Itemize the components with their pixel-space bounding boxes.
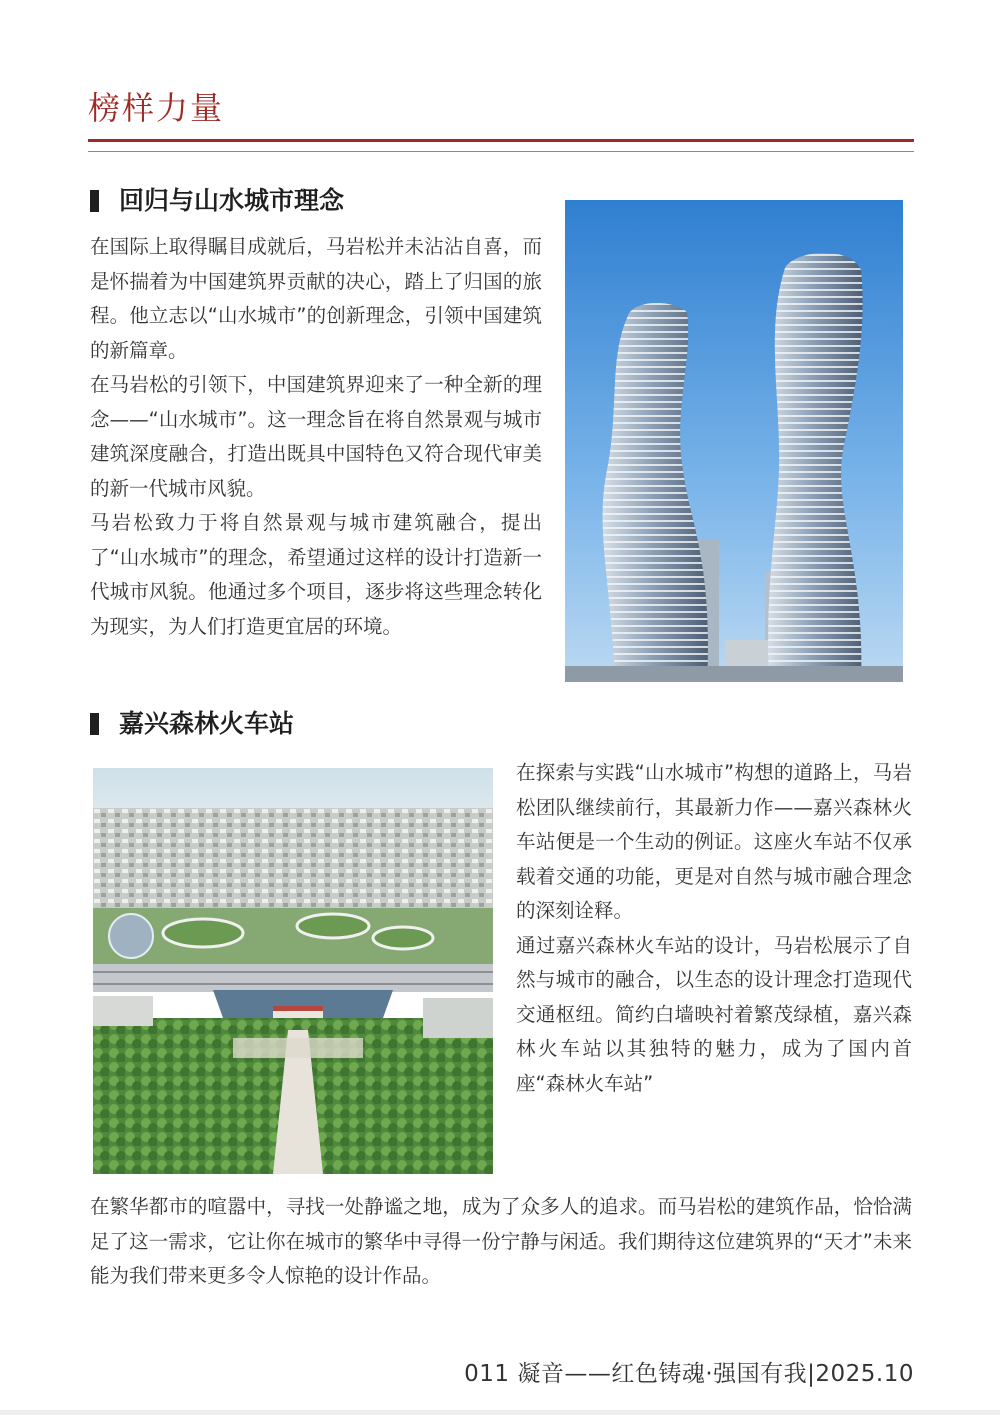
page-footer: 011 凝音——红色铸魂·强国有我|2025.10: [464, 1361, 914, 1387]
paragraph: 在探索与实践“山水城市”构想的道路上，马岩松团队继续前行，其最新力作——嘉兴森林火车站便是一个生动的例证。这座火车站不仅承载着交通的功能，更是对自然与城市融合理念的深刻诠释。: [516, 761, 912, 922]
header-divider-thin: [88, 151, 914, 152]
header-divider-thick: [88, 139, 914, 142]
page-title: 榜样力量: [88, 89, 225, 127]
closing-body: [90, 1190, 912, 1294]
section-heading-1-text: 回归与山水城市理念: [119, 186, 345, 215]
section-heading-1: [90, 184, 344, 218]
towers-photo: [565, 200, 903, 682]
paragraph: 在国际上取得瞩目成就后，马岩松并未沾沾自喜，而是怀揣着为中国建筑界贡献的决心，踏上了归国的旅程。他立志以“山水城市”的创新理念，引领中国建筑的新篇章。: [90, 235, 542, 362]
heading-marker: [90, 190, 99, 212]
section-2-body: [516, 756, 912, 1101]
paragraph: 通过嘉兴森林火车站的设计，马岩松展示了自然与城市的融合，以生态的设计理念打造现代交通枢纽。简约白墙映衬着繁茂绿植，嘉兴森林火车站以其独特的魅力，成为了国内首座“森林火车站”: [516, 933, 912, 1095]
heading-marker: [90, 713, 99, 735]
paragraph: 马岩松致力于将自然景观与城市建筑融合，提出了“山水城市”的理念，希望通过这样的设计打造新一代城市风貌。他通过多个项目，逐步将这些理念转化为现实，为人们打造更宜居的环境。: [90, 511, 542, 638]
section-heading-2: [90, 707, 294, 741]
closing-paragraph: 在繁华都市的喧嚣中，寻找一处静谧之地，成为了众多人的追求。而马岩松的建筑作品，恰恰满足了这一需求，它让你在城市的繁华中寻得一份宁静与闲适。我们期待这位建筑界的“天才”未来能为我们带来更多令人惊艳的设计作品。: [90, 1195, 912, 1287]
station-aerial-photo: [93, 768, 493, 1174]
paragraph: 在马岩松的引领下，中国建筑界迎来了一种全新的理念——“山水城市”。这一理念旨在将自然景观与城市建筑深度融合，打造出既具中国特色又符合现代审美的新一代城市风貌。: [90, 373, 542, 500]
section-heading-2-text: 嘉兴森林火车站: [119, 709, 295, 738]
page-bottom-border: [0, 1410, 1000, 1415]
section-1-body: [90, 230, 542, 644]
